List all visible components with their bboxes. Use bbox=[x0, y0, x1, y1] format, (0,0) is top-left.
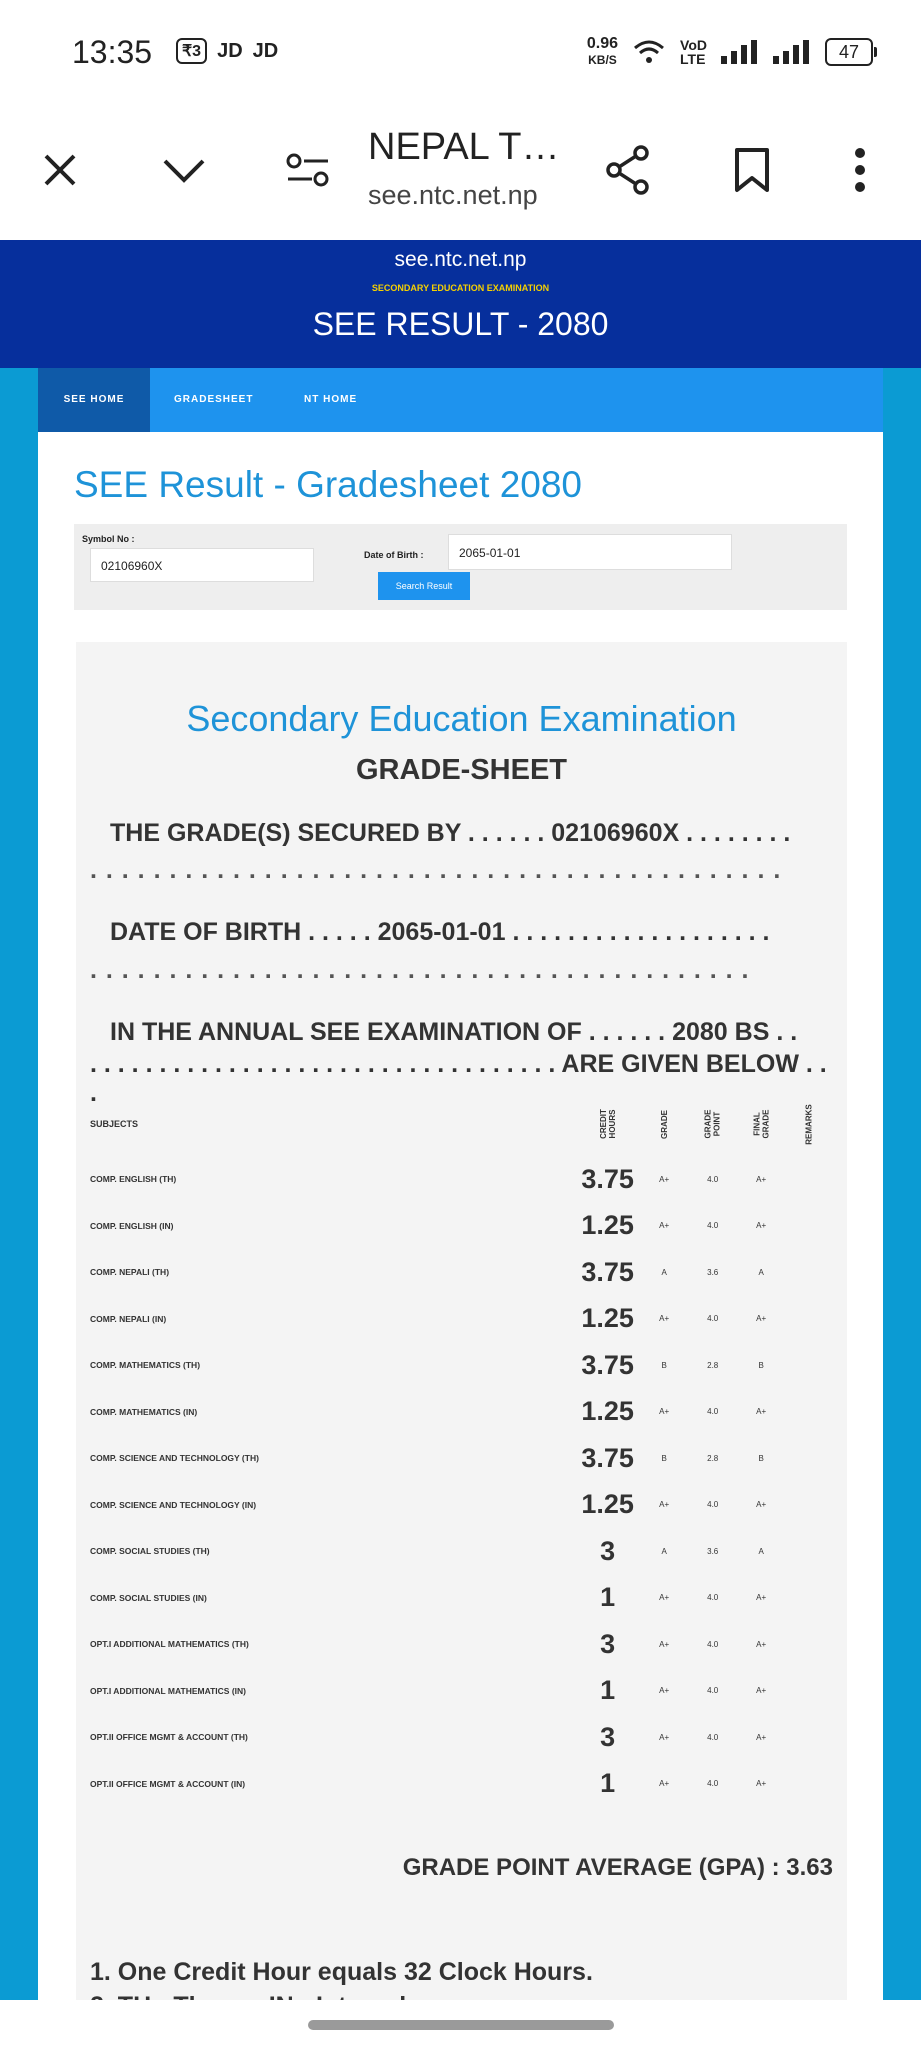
credit-hours-cell: 1.25 bbox=[581, 1489, 634, 1520]
credit-hours-cell: 3 bbox=[600, 1628, 616, 1659]
share-button[interactable] bbox=[598, 140, 658, 200]
jd-notification-icon-2: JD bbox=[252, 39, 279, 62]
grade-point-cell: 2.8 bbox=[707, 1453, 719, 1463]
gradesheet-heading: GRADE-SHEET bbox=[355, 754, 568, 786]
subject-cell: COMP. SOCIAL STUDIES (TH) bbox=[90, 1546, 210, 1557]
col-credit-hours-label bbox=[599, 1109, 617, 1139]
status-left-icons bbox=[176, 38, 278, 64]
dob-line bbox=[90, 918, 855, 947]
grade-row bbox=[88, 1435, 834, 1482]
grades-header-row bbox=[88, 1092, 834, 1156]
grade-point-cell: 4.0 bbox=[707, 1407, 719, 1417]
grade-row bbox=[88, 1528, 834, 1575]
note-1: 1. One Credit Hour equals 32 Clock Hours. bbox=[90, 1958, 593, 1986]
secured-by-line bbox=[90, 819, 855, 848]
grade-row bbox=[88, 1296, 834, 1343]
status-right-icons bbox=[587, 36, 873, 68]
exam-year: 2080 BS bbox=[672, 1018, 770, 1046]
dob-value: 2065-01-01 bbox=[377, 918, 506, 946]
gpa-text: GRADE POINT AVERAGE (GPA) : 3.63 bbox=[402, 1854, 833, 1881]
remarks-cell bbox=[785, 1482, 834, 1529]
close-button[interactable] bbox=[30, 140, 90, 200]
grade-cell: A+ bbox=[659, 1686, 670, 1696]
site-nav bbox=[38, 368, 883, 432]
remarks-cell bbox=[785, 1435, 834, 1482]
volte-top: VoD bbox=[680, 37, 707, 53]
grades-body bbox=[88, 1156, 834, 1807]
final-grade-cell: A+ bbox=[756, 1407, 767, 1417]
final-grade-cell: A+ bbox=[756, 1639, 767, 1649]
exam-line bbox=[90, 1018, 855, 1047]
final-grade-cell: A+ bbox=[756, 1779, 767, 1789]
site-subtitle: SECONDARY EDUCATION EXAMINATION bbox=[371, 283, 550, 293]
nav-gradesheet[interactable]: GRADESHEET bbox=[174, 394, 254, 405]
grade-point-cell: 4.0 bbox=[707, 1314, 719, 1324]
final-grade-cell: B bbox=[758, 1453, 764, 1463]
grade-cell: A+ bbox=[659, 1779, 670, 1789]
secured-symbol: 02106960X bbox=[551, 819, 680, 847]
col-credit-label-1: CREDIT bbox=[598, 1109, 608, 1139]
site-domain: see.ntc.net.np bbox=[394, 248, 527, 271]
subject-cell: COMP. NEPALI (IN) bbox=[90, 1313, 167, 1324]
grade-cell: A bbox=[661, 1267, 667, 1277]
grade-row bbox=[88, 1668, 834, 1715]
page-settings-icon bbox=[286, 152, 330, 188]
final-grade-cell: A+ bbox=[756, 1593, 767, 1603]
col-remarks bbox=[785, 1092, 834, 1156]
battery-icon: 47 bbox=[825, 38, 873, 66]
status-bar bbox=[0, 0, 921, 100]
signal-icon bbox=[721, 40, 759, 64]
status-time: 13:35 bbox=[72, 34, 153, 70]
grade-point-cell: 2.8 bbox=[707, 1360, 719, 1370]
credit-hours-cell: 3.75 bbox=[581, 1349, 634, 1380]
remarks-cell bbox=[785, 1342, 834, 1389]
grade-cell: A bbox=[661, 1546, 667, 1556]
credit-hours-cell: 3 bbox=[600, 1721, 616, 1752]
grade-row bbox=[88, 1249, 834, 1296]
chevron-down-icon bbox=[162, 156, 206, 184]
grade-row bbox=[88, 1156, 834, 1203]
search-form bbox=[74, 524, 847, 610]
final-grade-cell: A+ bbox=[756, 1732, 767, 1742]
credit-hours-cell: 1 bbox=[600, 1675, 616, 1706]
col-credit-hours bbox=[575, 1092, 640, 1156]
web-page bbox=[0, 240, 921, 2000]
subject-cell: COMP. SCIENCE AND TECHNOLOGY (TH) bbox=[90, 1453, 259, 1464]
final-grade-cell: A+ bbox=[756, 1221, 767, 1231]
dob-input[interactable]: 2065-01-01 bbox=[448, 534, 732, 570]
page-title: SEE Result - Gradesheet 2080 bbox=[74, 464, 583, 505]
final-grade-cell: A+ bbox=[756, 1686, 767, 1696]
gradesheet-org: Secondary Education Examination bbox=[186, 698, 737, 739]
signal-icon-2 bbox=[773, 40, 811, 64]
jd-notification-icon: JD bbox=[217, 39, 243, 62]
subject-cell: COMP. NEPALI (TH) bbox=[90, 1267, 170, 1278]
subject-cell: OPT.II OFFICE MGMT & ACCOUNT (TH) bbox=[90, 1732, 248, 1743]
grade-row bbox=[88, 1342, 834, 1389]
credit-hours-cell: 3.75 bbox=[581, 1442, 634, 1473]
grade-cell: A+ bbox=[659, 1221, 670, 1231]
exam-suffix: . . bbox=[776, 1018, 798, 1046]
remarks-cell bbox=[785, 1668, 834, 1715]
grade-point-cell: 4.0 bbox=[707, 1174, 719, 1184]
dots-line-1: . . . . . . . . . . . . . . . . . . . . . . . . . . . . . . . . . . . . . . . . . . . . bbox=[90, 856, 782, 884]
grade-point-cell: 4.0 bbox=[707, 1593, 719, 1603]
grade-point-cell: 3.6 bbox=[707, 1267, 719, 1277]
dots-line-2: . . . . . . . . . . . . . . . . . . . . . . . . . . . . . . . . . . . . . . . . . . bbox=[90, 956, 750, 984]
col-grade bbox=[640, 1092, 689, 1156]
bookmark-button[interactable] bbox=[722, 140, 782, 200]
remarks-cell bbox=[785, 1249, 834, 1296]
grade-cell: A+ bbox=[659, 1407, 670, 1417]
subject-cell: COMP. SOCIAL STUDIES (IN) bbox=[90, 1592, 207, 1603]
credit-hours-cell: 1.25 bbox=[581, 1303, 634, 1334]
grade-row bbox=[88, 1575, 834, 1622]
col-final-grade-label bbox=[752, 1110, 770, 1139]
final-grade-cell: A bbox=[758, 1267, 764, 1277]
subject-cell: OPT.I ADDITIONAL MATHEMATICS (TH) bbox=[90, 1639, 249, 1650]
exam-prefix: IN THE ANNUAL SEE EXAMINATION OF . . . . . . bbox=[110, 1018, 666, 1046]
home-indicator[interactable] bbox=[308, 2020, 614, 2030]
remarks-cell bbox=[785, 1389, 834, 1436]
credit-hours-cell: 1 bbox=[600, 1582, 616, 1613]
given-dots: . . . . . . . . . . . . . . . . . . . . . . . . . . . . . . . . . . bbox=[90, 1050, 556, 1078]
volte-icon bbox=[680, 38, 707, 66]
col-remarks-label: REMARKS bbox=[805, 1104, 815, 1145]
subject-cell: COMP. ENGLISH (IN) bbox=[90, 1220, 174, 1231]
nav-nt-home[interactable]: NT HOME bbox=[304, 394, 358, 405]
nav-see-home[interactable]: SEE HOME bbox=[38, 368, 150, 432]
credit-hours-cell: 3.75 bbox=[581, 1256, 634, 1287]
remarks-cell bbox=[785, 1203, 834, 1250]
secured-suffix: . . . . . . . . bbox=[686, 819, 791, 847]
grade-point-cell: 4.0 bbox=[707, 1639, 719, 1649]
url-text[interactable]: see.ntc.net.np bbox=[368, 180, 538, 210]
page-title-tab: NEPAL T… bbox=[368, 126, 560, 168]
grade-row bbox=[88, 1482, 834, 1529]
final-grade-cell: A+ bbox=[756, 1500, 767, 1510]
close-icon bbox=[42, 152, 78, 188]
content-container bbox=[38, 368, 883, 2000]
dob-label: Date of Birth : bbox=[364, 550, 424, 560]
dob-suffix: . . . . . . . . . . . . . . . . . . . bbox=[512, 918, 770, 946]
remarks-cell bbox=[785, 1528, 834, 1575]
grade-point-cell: 4.0 bbox=[707, 1221, 719, 1231]
grade-cell: B bbox=[661, 1453, 667, 1463]
credit-hours-cell: 1.25 bbox=[581, 1210, 634, 1241]
grade-cell: A+ bbox=[659, 1314, 670, 1324]
grade-cell: A+ bbox=[659, 1639, 670, 1649]
grade-row bbox=[88, 1714, 834, 1761]
subject-cell: COMP. ENGLISH (TH) bbox=[90, 1174, 177, 1185]
more-vert-icon bbox=[854, 147, 866, 193]
grade-row bbox=[88, 1203, 834, 1250]
given-text: ARE GIVEN BELOW bbox=[561, 1050, 799, 1078]
share-icon bbox=[605, 145, 651, 195]
grade-point-cell: 4.0 bbox=[707, 1500, 719, 1510]
site-title: SEE RESULT - 2080 bbox=[312, 306, 609, 342]
col-grade-label: GRADE bbox=[659, 1110, 669, 1139]
grade-point-cell: 3.6 bbox=[707, 1546, 719, 1556]
subject-cell: OPT.I ADDITIONAL MATHEMATICS (IN) bbox=[90, 1685, 246, 1696]
grade-row bbox=[88, 1761, 834, 1808]
rupee-notification-icon: ₹3 bbox=[176, 38, 207, 64]
subject-cell: COMP. MATHEMATICS (TH) bbox=[90, 1360, 201, 1371]
col-credit-label-2: HOURS bbox=[607, 1109, 617, 1139]
col-final-label-1: FINAL bbox=[752, 1112, 762, 1136]
subject-cell: COMP. MATHEMATICS (IN) bbox=[90, 1406, 198, 1417]
volte-bottom: LTE bbox=[680, 51, 706, 67]
gesture-bar bbox=[0, 2000, 921, 2048]
site-header bbox=[0, 240, 921, 368]
credit-hours-cell: 3.75 bbox=[581, 1163, 634, 1194]
grade-point-cell: 4.0 bbox=[707, 1732, 719, 1742]
browser-toolbar bbox=[0, 100, 921, 240]
search-result-button[interactable]: Search Result bbox=[378, 572, 470, 600]
grades-table bbox=[88, 1092, 834, 1807]
col-grade-point bbox=[688, 1092, 737, 1156]
remarks-cell bbox=[785, 1575, 834, 1622]
grade-cell: A+ bbox=[659, 1593, 670, 1603]
final-grade-cell: A+ bbox=[756, 1314, 767, 1324]
more-options-button[interactable] bbox=[830, 140, 890, 200]
grade-point-cell: 4.0 bbox=[707, 1686, 719, 1696]
credit-hours-cell: 3 bbox=[600, 1535, 616, 1566]
remarks-cell bbox=[785, 1156, 834, 1203]
grade-row bbox=[88, 1389, 834, 1436]
col-final-grade bbox=[737, 1092, 786, 1156]
grade-cell: A+ bbox=[659, 1500, 670, 1510]
credit-hours-cell: 1.25 bbox=[581, 1396, 634, 1427]
subject-cell: OPT.II OFFICE MGMT & ACCOUNT (IN) bbox=[90, 1778, 246, 1789]
col-point-label-1: GRADE bbox=[703, 1109, 713, 1139]
given-suffix: . . . bbox=[90, 1050, 827, 1107]
remarks-cell bbox=[785, 1714, 834, 1761]
remarks-cell bbox=[785, 1621, 834, 1668]
grade-cell: A+ bbox=[659, 1174, 670, 1184]
grade-point-cell: 4.0 bbox=[707, 1779, 719, 1789]
dob-prefix: DATE OF BIRTH . . . . . bbox=[110, 918, 371, 946]
col-point-label-2: POINT bbox=[712, 1111, 722, 1137]
minimize-button[interactable] bbox=[154, 140, 214, 200]
remarks-cell bbox=[785, 1296, 834, 1343]
symbol-label: Symbol No : bbox=[82, 534, 135, 544]
grade-cell: A+ bbox=[659, 1732, 670, 1742]
final-grade-cell: B bbox=[758, 1360, 764, 1370]
network-speed-value: 0.96 bbox=[586, 35, 619, 52]
final-grade-cell: A+ bbox=[756, 1174, 767, 1184]
wifi-icon bbox=[632, 38, 666, 66]
subject-cell: COMP. SCIENCE AND TECHNOLOGY (IN) bbox=[90, 1499, 257, 1510]
final-grade-cell: A bbox=[758, 1546, 764, 1556]
gradesheet bbox=[76, 642, 847, 2000]
secured-prefix: THE GRADE(S) SECURED BY . . . . . . bbox=[110, 819, 545, 847]
grade-row bbox=[88, 1621, 834, 1668]
remarks-cell bbox=[785, 1761, 834, 1808]
grade-cell: B bbox=[661, 1360, 667, 1370]
col-grade-point-label bbox=[704, 1110, 722, 1139]
page-settings-button[interactable] bbox=[278, 140, 338, 200]
network-speed-unit: KB/S bbox=[588, 53, 617, 67]
col-final-label-2: GRADE bbox=[761, 1109, 771, 1139]
credit-hours-cell: 1 bbox=[600, 1768, 616, 1799]
symbol-input[interactable]: 02106960X bbox=[90, 548, 314, 582]
network-speed bbox=[587, 36, 618, 68]
bookmark-icon bbox=[734, 147, 770, 193]
col-subjects: SUBJECTS bbox=[90, 1119, 139, 1129]
